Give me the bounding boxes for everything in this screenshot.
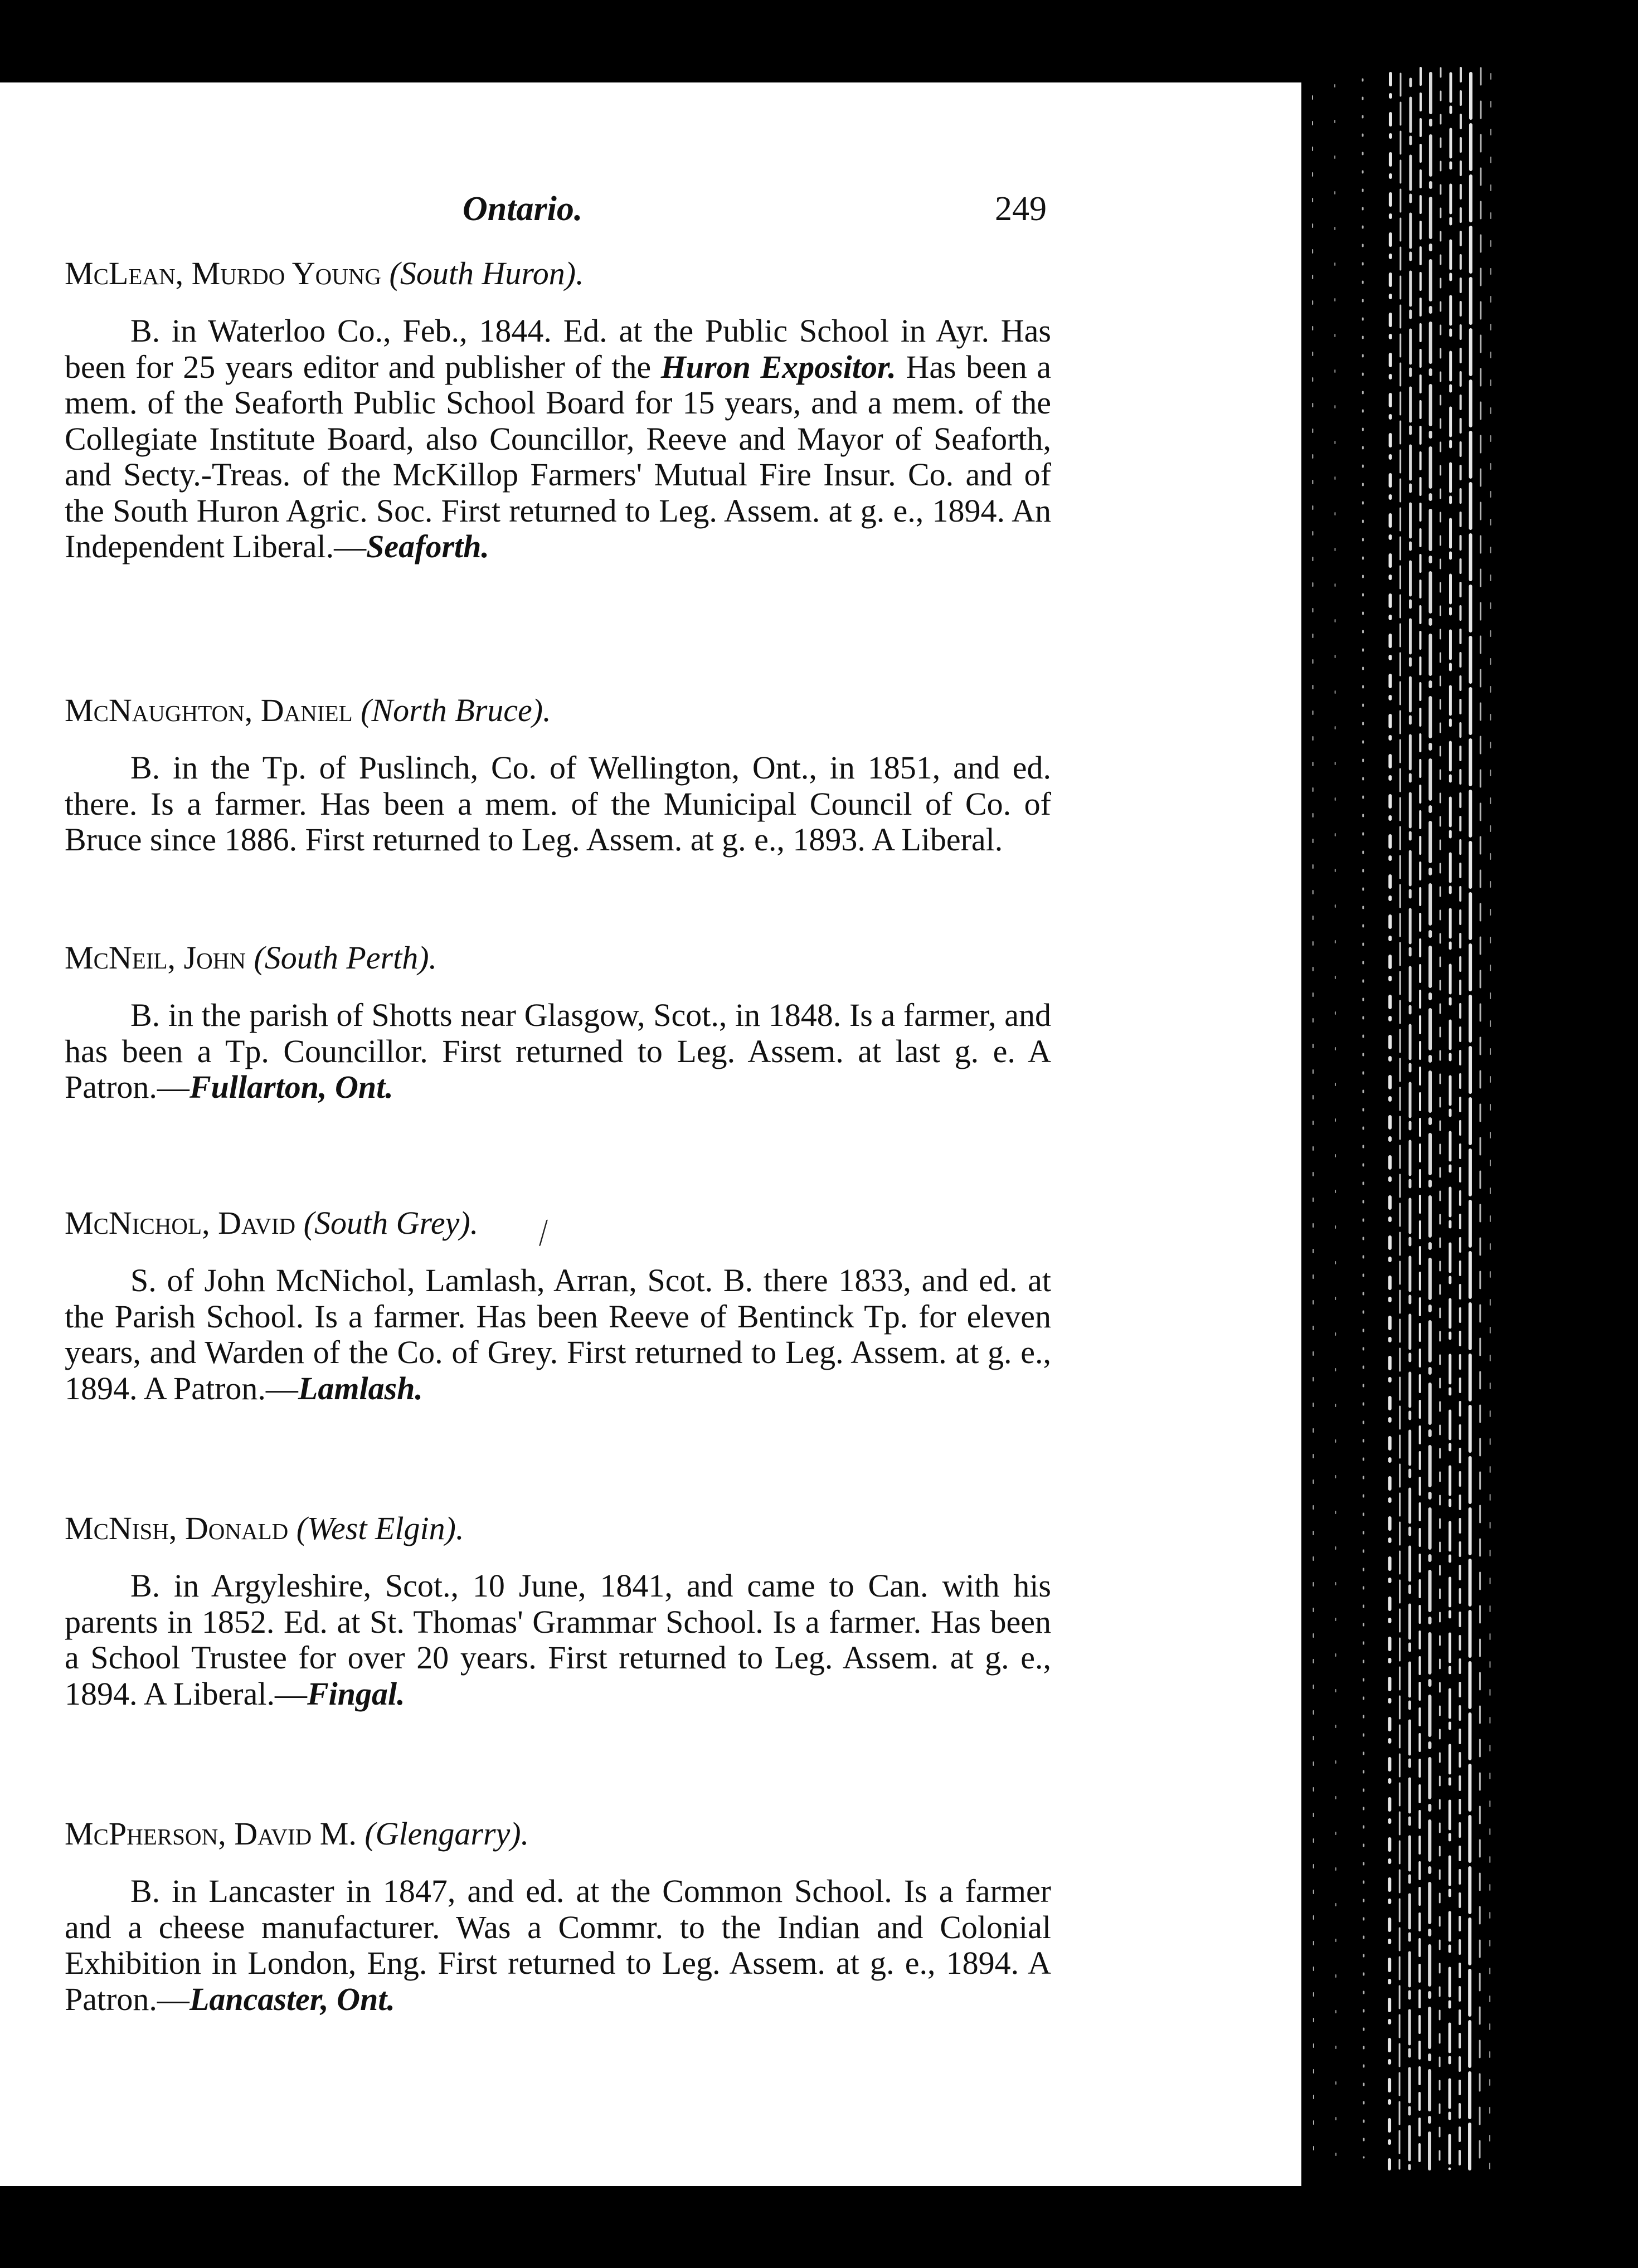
entry-given-name: Donald xyxy=(184,1510,289,1546)
entry-biography xyxy=(65,1568,1051,1712)
biography-entry xyxy=(65,1814,1051,2017)
page-text xyxy=(0,82,1301,2186)
biography-text: B. in Waterloo Co., Feb., 1844. Ed. at the Public School in Ayr. Has been for 25 years editor and publisher of the xyxy=(65,313,1051,385)
entry-residence: Lamlash. xyxy=(298,1370,423,1406)
biography-text: B. in the Tp. of Puslinch, Co. of Wellington, Ont., in 1851, and ed. there. Is a farmer. Has been a mem. of the Municipal Council of Co. of Bruce since 1886. First returned to Leg. Assem. at g. e., 1893. A Liberal. xyxy=(65,749,1051,858)
entry-constituency: (West Elgin). xyxy=(296,1510,464,1546)
biography-entry xyxy=(65,254,1051,565)
page-block-edge xyxy=(1301,62,1500,2174)
book-page xyxy=(0,82,1301,2186)
entry-surname: McPherson, xyxy=(65,1816,226,1852)
entry-given-name: Murdo Young xyxy=(191,255,382,291)
entry-heading xyxy=(65,1814,1051,1853)
entry-biography xyxy=(65,1873,1051,2017)
entry-residence: Lancaster, Ont. xyxy=(189,1980,395,2017)
entry-residence: Fingal. xyxy=(307,1675,405,1712)
entry-heading xyxy=(65,1509,1051,1548)
biography-text: B. in Lancaster in 1847, and ed. at the Common School. Is a farmer and a cheese manufacturer. Was a Commr. to the Indian and Colonial Exhibition in London, Eng. First returned to Leg. Assem. at g. e., 1894. A Patron.— xyxy=(65,1873,1051,2017)
biography-text: Has been a mem. of the Seaforth Public School Board for 15 years, and a mem. of the Collegiate Institute Board, also Councillor, Reeve and Mayor of Seaforth, and Secty.-Treas. of the McKillop Farmers' Mutual Fire Insur. Co. and of the South Huron Agric. Soc. First returned to Leg. Assem. at g. e., 1894. An Independent Liberal.— xyxy=(65,348,1052,564)
entry-biography xyxy=(65,750,1051,858)
entry-residence: Fullarton, Ont. xyxy=(189,1069,393,1105)
biography-text: B. in the parish of Shotts near Glasgow, Scot., in 1848. Is a farmer, and has been a Tp. Councillor. First returned to Leg. Assem. at last g. e. A Patron.— xyxy=(65,997,1051,1105)
entry-residence: Seaforth. xyxy=(366,528,489,564)
biography-entry xyxy=(65,1204,1051,1406)
entry-heading xyxy=(65,691,1051,730)
entry-constituency: (Glengarry). xyxy=(364,1816,529,1852)
page-number: 249 xyxy=(995,190,1047,228)
entry-surname: McNichol, xyxy=(65,1205,210,1241)
entry-constituency: (South Grey). xyxy=(303,1205,479,1241)
entry-given-name: David xyxy=(218,1205,296,1241)
biography-entry xyxy=(65,938,1051,1106)
entry-surname: McNeil, xyxy=(65,940,176,976)
biography-entry xyxy=(65,1509,1051,1712)
entry-given-name: Daniel xyxy=(260,692,353,728)
entry-heading xyxy=(65,938,1051,977)
entry-biography xyxy=(65,1263,1051,1406)
newspaper-title: Huron Expositor. xyxy=(660,348,896,385)
running-head-title: Ontario. xyxy=(463,190,583,228)
entry-heading xyxy=(65,1204,1051,1243)
ink-mark: ⁄ xyxy=(534,1214,552,1251)
page-edge-texture xyxy=(1301,62,1500,2174)
entry-heading xyxy=(65,254,1051,293)
entry-surname: McNish, xyxy=(65,1510,177,1546)
entry-given-name: John xyxy=(183,940,246,976)
entry-constituency: (North Bruce). xyxy=(361,692,551,728)
biography-entry xyxy=(65,691,1051,858)
biography-text: S. of John McNichol, Lamlash, Arran, Scot. B. there 1833, and ed. at the Parish School. Is a farmer. Has been Reeve of Bentinck Tp. for eleven years, and Warden of the Co. of Grey. First returned to Leg. Assem. at g. e., 1894. A Patron.— xyxy=(65,1262,1051,1406)
entry-surname: McLean, xyxy=(65,255,184,291)
entry-biography xyxy=(65,313,1051,565)
entry-given-name: David M. xyxy=(234,1816,357,1852)
entry-constituency: (South Perth). xyxy=(254,940,438,976)
biography-text: B. in Argyleshire, Scot., 10 June, 1841, and came to Can. with his parents in 1852. Ed. at St. Thomas' Grammar School. Is a farmer. Has been a School Trustee for over 20 years. First returned to Leg. Assem. at g. e., 1894. A Liberal.— xyxy=(65,1568,1051,1712)
entry-surname: McNaughton, xyxy=(65,692,253,728)
entry-biography xyxy=(65,997,1051,1106)
entry-constituency: (South Huron). xyxy=(389,255,584,291)
